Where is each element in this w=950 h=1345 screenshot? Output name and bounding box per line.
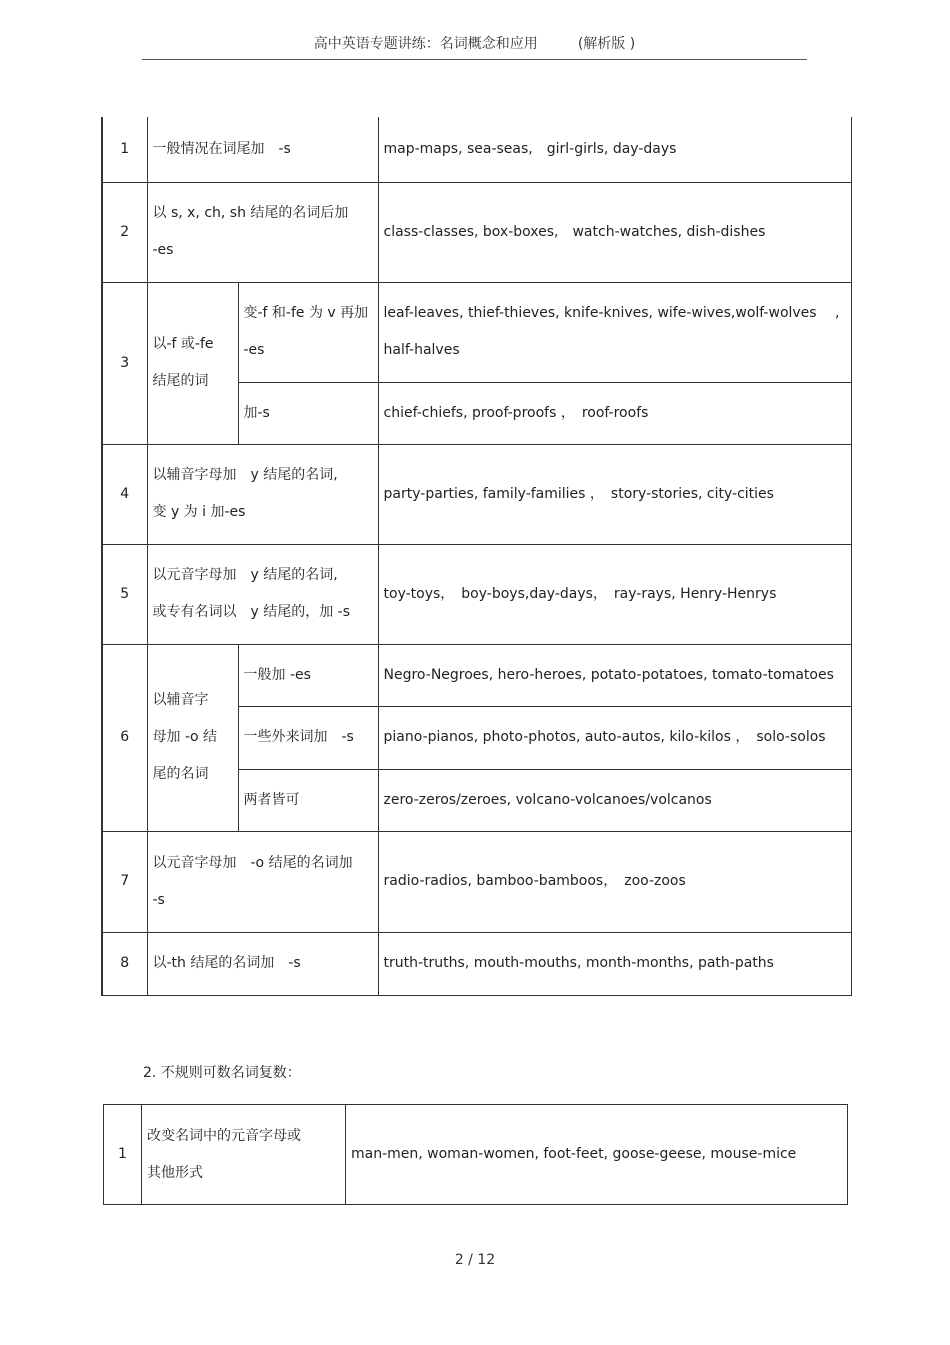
- table-row: [102, 282, 851, 382]
- row-number: 3: [102, 282, 147, 444]
- page-number: 2 / 12: [454, 1252, 496, 1268]
- row-number: 1: [102, 117, 147, 182]
- table-row: [102, 182, 851, 282]
- rule-cell: 以元音字母加 y 结尾的名词, 或专有名词以 y 结尾的，加 -s: [147, 544, 378, 644]
- table-row: [102, 831, 851, 932]
- row-number: 5: [102, 544, 147, 644]
- rule-cell: 以辅音字 母加 -o 结 尾的名词: [147, 644, 238, 831]
- header-tag: (解析版 ): [577, 36, 636, 52]
- examples-cell: class-classes, box-boxes, watch-watches, dish-dishes: [378, 182, 851, 282]
- examples-cell: truth-truths, mouth-mouths, month-months, path-paths: [378, 932, 851, 995]
- section-title: 2. 不规则可数名词复数：: [143, 1065, 301, 1081]
- subrule-cell: 一般加 -es: [238, 644, 378, 706]
- table-row: [104, 1105, 848, 1205]
- examples-cell: radio-radios, bamboo-bamboos， zoo-zoos: [378, 831, 851, 932]
- header-divider: [142, 59, 807, 60]
- irregular-plural-table: [103, 1104, 848, 1205]
- rule-cell: 改变名词中的元音字母或 其他形式: [142, 1105, 346, 1205]
- examples-cell: leaf-leaves, thief-thieves, knife-knives, wife-wives,wolf-wolves , half-halves: [378, 282, 851, 382]
- rule-cell: 一般情况在词尾加 -s: [147, 117, 378, 182]
- examples-cell: toy-toys， boy-boys,day-days， ray-rays, Henry-Henrys: [378, 544, 851, 644]
- rule-cell: 以辅音字母加 y 结尾的名词, 变 y 为 i 加-es: [147, 444, 378, 544]
- subrule-cell: 两者皆可: [238, 769, 378, 831]
- examples-cell: map-maps, sea-seas, girl-girls, day-days: [378, 117, 851, 182]
- table-row: [102, 932, 851, 995]
- examples-cell: party-parties, family-families ， story-stories, city-cities: [378, 444, 851, 544]
- examples-cell: Negro-Negroes, hero-heroes, potato-potatoes, tomato-tomatoes: [378, 644, 851, 706]
- examples-cell: man-men, woman-women, foot-feet, goose-geese, mouse-mice: [346, 1105, 848, 1205]
- subrule-cell: 加-s: [238, 382, 378, 444]
- row-number: 1: [104, 1105, 142, 1205]
- row-number: 6: [102, 644, 147, 831]
- examples-cell: chief-chiefs, proof-proofs ， roof-roofs: [378, 382, 851, 444]
- page-header: [142, 33, 807, 53]
- table-row: [102, 544, 851, 644]
- table-row: [102, 117, 851, 182]
- rule-cell: 以-f 或-fe 结尾的词: [147, 282, 238, 444]
- table-row: [102, 444, 851, 544]
- subrule-cell: 变-f 和-fe 为 v 再加 -es: [238, 282, 378, 382]
- rule-cell: 以 s, x, ch, sh 结尾的名词后加 -es: [147, 182, 378, 282]
- header-title: 高中英语专题讲练：名词概念和应用: [313, 36, 538, 52]
- examples-cell: zero-zeros/zeroes, volcano-volcanoes/volcanos: [378, 769, 851, 831]
- examples-cell: piano-pianos, photo-photos, auto-autos, kilo-kilos ， solo-solos: [378, 706, 851, 769]
- row-number: 7: [102, 831, 147, 932]
- rule-cell: 以-th 结尾的名词加 -s: [147, 932, 378, 995]
- row-number: 8: [102, 932, 147, 995]
- subrule-cell: 一些外来词加 -s: [238, 706, 378, 769]
- row-number: 4: [102, 444, 147, 544]
- rule-cell: 以元音字母加 -o 结尾的名词加 -s: [147, 831, 378, 932]
- regular-plural-table: [101, 117, 852, 996]
- table-row: [102, 644, 851, 706]
- row-number: 2: [102, 182, 147, 282]
